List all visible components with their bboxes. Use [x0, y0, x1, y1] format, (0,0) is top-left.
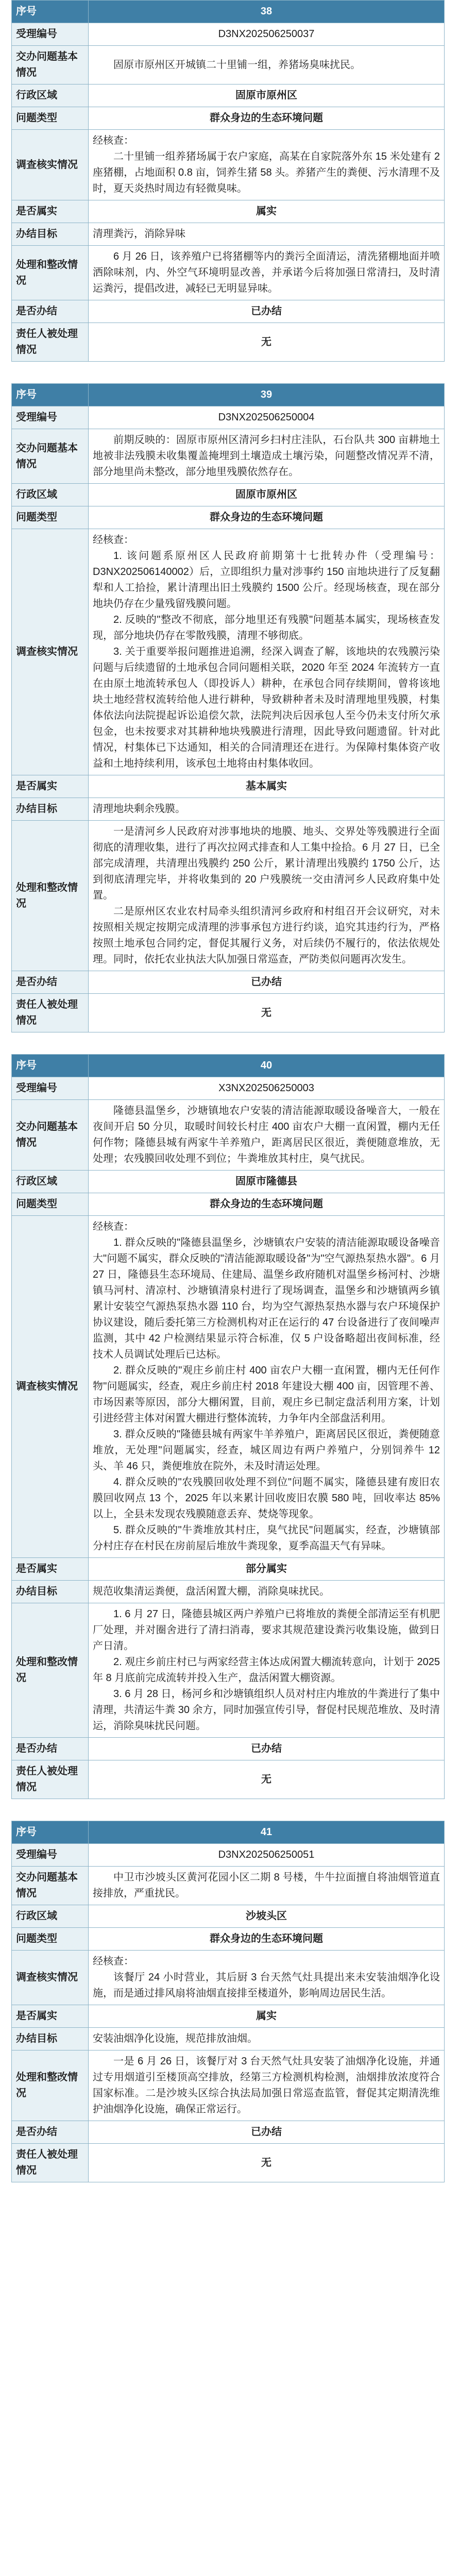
basic-info-paragraph: 中卫市沙坡头区黄河花园小区二期 8 号楼，牛牛拉面擅自将油烟管道直接排放，严重扰民。 [93, 1872, 440, 1899]
rectification-paragraph: 一是清河乡人民政府对涉事地块的地膜、地头、交界处等残膜进行全面彻底的清理收集，进行了再次拉网式排查和人工集中捡拾。6 月 27 日，已全部完成清理，共清理出残膜约 250 公斤，累计清理出残膜约 1750 公斤，达到彻底清理完毕，并将收集到的 20 户残膜统一交由清河乡人民政府集中处置。 [93, 826, 440, 901]
result-target-label: 办结目标 [12, 2028, 89, 2050]
rectification-paragraph: 一是 6 月 26 日，该餐厅对 3 台天然气灶具安装了油烟净化设施，并通过专用烟道引至楼顶高空排放，经第三方检测机构检测，油烟排放浓度符合国家标准。二是沙坡头区综合执法局加强日常巡查监管，督促其定期清洗维护油烟净化设施，确保正常运行。 [93, 2056, 440, 2115]
case-table [11, 383, 445, 1032]
result-target: 安装油烟净化设施，规范排放油烟。 [89, 2028, 445, 2050]
rectification-paragraph: 二是原州区农业农村局牵头组织清河乡政府和村组召开会议研究，对未按照相关规定按期完成清理的涉事承包方进行约谈，追究其违约行为，严格按照土地承包合同约定，督促其履行义务，对后续仍不履行的，依法依规处理。同时，依托农业执法大队加强日常巡查，严防类似问题再次发生。 [93, 906, 440, 965]
accountable-label: 责任人被处理情况 [12, 1760, 89, 1799]
problem-type-label: 问题类型 [12, 1928, 89, 1951]
case-number-label: 序号 [12, 1055, 89, 1077]
is-done-label: 是否办结 [12, 300, 89, 323]
case-card [11, 1821, 445, 2182]
case-table [11, 1821, 445, 2182]
verification-paragraph: 4. 群众反映的"农残膜回收处理不到位"问题不属实，隆德县建有废旧农膜回收网点 13 个，2025 年以来累计回收废旧农膜 580 吨，回收率达 85% 以上，全县未发现农残膜随意丢弃、焚烧等现象。 [93, 1477, 440, 1520]
verification-paragraph: 二十里铺一组养猪场属于农户家庭，高某在自家院落外东 15 米处建有 2 座猪棚，占地面积 0.8 亩，饲养生猪 58 头。养猪产生的粪便、污水清理不及时，夏天炎热时周边有轻微臭味。 [93, 151, 440, 194]
basic-info-paragraph: 固原市原州区开城镇二十里铺一组，养猪场臭味扰民。 [113, 59, 361, 71]
basic-info [89, 46, 445, 84]
verification-paragraph: 1. 该问题系原州区人民政府前期第十七批转办件（受理编号：D3NX202506140002）后，立即组织力量对涉事约 150 亩地块进行了反复翻犁和人工拾捡，累计清理出旧土残膜约 1500 公斤。经现场核查，现在部分地块仍存在少量残留残膜问题。 [93, 550, 440, 609]
is-done: 已办结 [89, 300, 445, 323]
is-done: 已办结 [89, 2121, 445, 2144]
case-number-label: 序号 [12, 1821, 89, 1844]
basic-info-label: 交办问题基本情况 [12, 1867, 89, 1905]
is-true: 基本属实 [89, 775, 445, 798]
result-target-label: 办结目标 [12, 798, 89, 821]
verification [89, 1951, 445, 2005]
is-true: 属实 [89, 2005, 445, 2028]
result-target-label: 办结目标 [12, 1581, 89, 1603]
problem-type: 群众身边的生态环境问题 [89, 107, 445, 130]
rectification [89, 1603, 445, 1738]
verification-paragraph: 经核查： [93, 1956, 134, 1967]
basic-info [89, 429, 445, 484]
verification-label: 调查核实情况 [12, 1951, 89, 2005]
verification-label: 调查核实情况 [12, 529, 89, 775]
verification-label: 调查核实情况 [12, 1216, 89, 1558]
basic-info-paragraph: 隆德县温堡乡，沙塘镇地农户安装的清洁能源取暖设备噪音大，一般在夜间开启 50 分贝，取暖时间较长村庄 400 亩农户大棚一直闲置，棚内无任何作物；隆德县城有两家牛羊养殖户，距离居民区很近，粪便随意堆放，无处理；农残膜回收处理不到位；牛粪堆放其村庄，臭气扰民。 [93, 1105, 440, 1164]
is-done-label: 是否办结 [12, 1738, 89, 1760]
rectification-paragraph: 6 月 26 日，该养殖户已将猪棚等内的粪污全面清运，清洗猪棚地面并喷洒除味剂，内、外空气环境明显改善，并承诺今后将加强日常清扫，及时清运粪污，提倡改进，减轻已无明显异味。 [93, 251, 440, 294]
is-true: 属实 [89, 200, 445, 223]
is-true-label: 是否属实 [12, 775, 89, 798]
rectification [89, 2050, 445, 2121]
verification-paragraph: 1. 群众反映的"隆德县温堡乡，沙塘镇农户安装的清洁能源取暖设备噪音大"问题不属实，群众反映的"清洁能源取暖设备"为"空气源热泵热水器"。6 月 27 日，隆德县生态环境局、住建局、温堡乡政府随机对温堡乡杨河村、沙塘镇马河村、清凉村、沙塘镇清泉村进行了现场调查，温堡乡和沙塘镇两乡镇累计安装空气源热泵热水器 110 台，均为空气源热泵热水器与农户环境保护协议建设，随后委托第三方检测机构对正在运行的 47 台设备进行了夜间噪声监测，其中 42 户检测结果显示符合标准，仅 5 户设备略超出夜间标准，经技术人员调试处理后已达标。 [93, 1237, 440, 1360]
verification-paragraph: 该餐厅 24 小时营业，其后厨 3 台天然气灶具提出来未安装油烟净化设施，而是通过排风扇将油烟直接排至楼道外，影响周边居民生活。 [93, 1972, 440, 1999]
basic-info-label: 交办问题基本情况 [12, 429, 89, 484]
problem-type: 群众身边的生态环境问题 [89, 1928, 445, 1951]
problem-type: 群众身边的生态环境问题 [89, 1193, 445, 1216]
rectification-label: 处理和整改情况 [12, 1603, 89, 1738]
rectification-label: 处理和整改情况 [12, 2050, 89, 2121]
accept-number: X3NX202506250003 [89, 1077, 445, 1100]
accountable-label: 责任人被处理情况 [12, 994, 89, 1032]
case-card [11, 0, 445, 362]
problem-type-label: 问题类型 [12, 107, 89, 130]
rectification-label: 处理和整改情况 [12, 246, 89, 300]
accept-number-label: 受理编号 [12, 1077, 89, 1100]
is-done-label: 是否办结 [12, 971, 89, 994]
region-label: 行政区域 [12, 84, 89, 107]
basic-info-label: 交办问题基本情况 [12, 1100, 89, 1171]
problem-type-label: 问题类型 [12, 1193, 89, 1216]
rectification-paragraph: 1. 6 月 27 日，隆德县城区两户养殖户已将堆放的粪便全部清运至有机肥厂处理，并对圈舍进行了清扫消毒，要求其规范建设粪污收集设施，做到日产日清。 [93, 1608, 440, 1652]
verification-paragraph: 3. 群众反映的"隆德县城有两家牛羊养殖户，距离居民区很近，粪便随意堆放，无处理"问题属实，经查，城区周边有两户养殖户，分别饲养牛 12 头、羊 46 只，粪便堆放在院外，未及时清运处理。 [93, 1429, 440, 1472]
case-number: 38 [89, 1, 445, 23]
verification-label: 调查核实情况 [12, 130, 89, 200]
is-done: 已办结 [89, 971, 445, 994]
rectification-paragraph: 2. 观庄乡前庄村已与两家经营主体达成闲置大棚流转意向，计划于 2025 年 8 月底前完成流转并投入生产，盘活闲置大棚资源。 [93, 1656, 440, 1684]
case-number-label: 序号 [12, 384, 89, 406]
accountable: 无 [89, 1760, 445, 1799]
rectification-label: 处理和整改情况 [12, 821, 89, 971]
accountable-label: 责任人被处理情况 [12, 323, 89, 362]
region-label: 行政区域 [12, 1905, 89, 1928]
region: 沙坡头区 [89, 1905, 445, 1928]
rectification [89, 246, 445, 300]
case-number-label: 序号 [12, 1, 89, 23]
case-number: 41 [89, 1821, 445, 1844]
result-target: 清理地块剩余残膜。 [89, 798, 445, 821]
verification-paragraph: 经核查： [93, 135, 134, 146]
case-table [11, 1054, 445, 1799]
region: 固原市原州区 [89, 484, 445, 506]
is-done-label: 是否办结 [12, 2121, 89, 2144]
verification [89, 529, 445, 775]
result-target: 规范收集清运粪便，盘活闲置大棚，消除臭味扰民。 [89, 1581, 445, 1603]
case-number: 39 [89, 384, 445, 406]
basic-info [89, 1867, 445, 1905]
accept-number-label: 受理编号 [12, 1844, 89, 1867]
accountable: 无 [89, 994, 445, 1032]
basic-info [89, 1100, 445, 1171]
is-true-label: 是否属实 [12, 200, 89, 223]
case-card [11, 383, 445, 1032]
verification-paragraph: 2. 反映的"整改不彻底，部分地里还有残膜"问题基本属实，现场核查发现，部分地块仍存在零散残膜，清理不够彻底。 [93, 614, 440, 641]
case-table [11, 0, 445, 362]
is-done: 已办结 [89, 1738, 445, 1760]
rectification [89, 821, 445, 971]
accept-number-label: 受理编号 [12, 23, 89, 46]
result-target: 清理粪污，消除异味 [89, 223, 445, 246]
accountable: 无 [89, 2144, 445, 2182]
basic-info-paragraph: 前期反映的：固原市原州区清河乡扫村庄洼队，石台队共 300 亩耕地土地被非法残膜未收集覆盖掩埋到土壤造成土壤污染，问题整改情况弄不清，部分地里尚未整改，部分地里残膜依然存在。 [93, 434, 440, 478]
accept-number: D3NX202506250037 [89, 23, 445, 46]
verification-paragraph: 3. 关于重要举报问题推进追溯，经深入调查了解，该地块的农残膜污染问题与后续遗留的土地承包合同问题相关联，2020 年至 2024 年流转方一直在由原土地流转承包人（即投诉人）耕种，在承包合同存续期间，曾将该地块土地经营权流转给他人进行耕种，导致耕种者未及时清理地里残膜，村集体依法向法院提起诉讼追偿欠款，法院判决后因承包人至今仍未支付所欠承包金，也未按要求对其耕种地块残膜进行清理，因此导致问题遗留。针对此情况，村集体已下达通知，相关的合同清理还在进行。为保障村集体资产收益和土地持续利用，该承包土地将由村集体收回。 [93, 646, 440, 769]
verification-paragraph: 经核查： [93, 1221, 134, 1232]
verification [89, 1216, 445, 1558]
verification [89, 130, 445, 200]
region: 固原市原州区 [89, 84, 445, 107]
case-number: 40 [89, 1055, 445, 1077]
problem-type: 群众身边的生态环境问题 [89, 506, 445, 529]
region-label: 行政区域 [12, 1171, 89, 1193]
basic-info-label: 交办问题基本情况 [12, 46, 89, 84]
accept-number: D3NX202506250004 [89, 406, 445, 429]
accept-number-label: 受理编号 [12, 406, 89, 429]
region: 固原市隆德县 [89, 1171, 445, 1193]
verification-paragraph: 5. 群众反映的"牛粪堆放其村庄，臭气扰民"问题属实，经查，沙塘镇部分村庄存在村民在房前屋后堆放牛粪现象，夏季高温天气有异味。 [93, 1524, 440, 1552]
accept-number: D3NX202506250051 [89, 1844, 445, 1867]
is-true-label: 是否属实 [12, 1558, 89, 1581]
is-true-label: 是否属实 [12, 2005, 89, 2028]
verification-paragraph: 经核查： [93, 534, 134, 546]
rectification-paragraph: 3. 6 月 28 日，杨河乡和沙塘镇组织人员对村庄内堆放的牛粪进行了集中清理，共清运牛粪 30 余方，同时加强宣传引导，督促村民规范堆放、及时清运，消除臭味扰民问题。 [93, 1688, 440, 1732]
accountable: 无 [89, 323, 445, 362]
case-card [11, 1054, 445, 1799]
verification-paragraph: 2. 群众反映的"观庄乡前庄村 400 亩农户大棚一直闲置，棚内无任何作物"问题属实，经查，观庄乡前庄村 2018 年建设大棚 400 亩，因管理不善、市场因素等原因，部分大棚闲置，目前，观庄乡已制定盘活利用方案，计划引进经营主体对闲置大棚进行整体流转，力争年内全部盘活利用。 [93, 1365, 440, 1424]
region-label: 行政区域 [12, 484, 89, 506]
accountable-label: 责任人被处理情况 [12, 2144, 89, 2182]
problem-type-label: 问题类型 [12, 506, 89, 529]
is-true: 部分属实 [89, 1558, 445, 1581]
result-target-label: 办结目标 [12, 223, 89, 246]
